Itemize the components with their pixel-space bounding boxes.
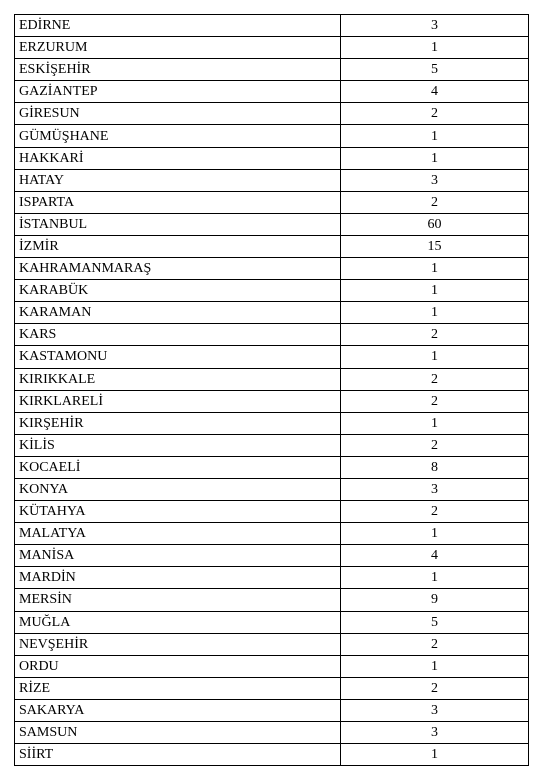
count-cell: 2 [341,191,529,213]
table-row [15,501,529,523]
province-cell: KIRŞEHİR [15,412,341,434]
table-row [15,15,529,37]
count-cell: 1 [341,37,529,59]
table-body [15,15,529,766]
table-row [15,545,529,567]
province-cell: HAKKARİ [15,147,341,169]
count-cell: 15 [341,235,529,257]
count-cell: 3 [341,15,529,37]
province-cell: MUĞLA [15,611,341,633]
province-cell: ERZURUM [15,37,341,59]
table-row [15,125,529,147]
count-cell: 1 [341,302,529,324]
count-cell: 2 [341,390,529,412]
table-row [15,412,529,434]
table-row [15,169,529,191]
province-cell: MANİSA [15,545,341,567]
province-cell: KARAMAN [15,302,341,324]
table-row [15,677,529,699]
table-row [15,523,529,545]
province-cell: KAHRAMANMARAŞ [15,258,341,280]
table-row [15,59,529,81]
province-cell: KIRKLARELİ [15,390,341,412]
table-row [15,37,529,59]
province-cell: RİZE [15,677,341,699]
count-cell: 2 [341,633,529,655]
count-cell: 4 [341,545,529,567]
table-row [15,103,529,125]
province-cell: NEVŞEHİR [15,633,341,655]
count-cell: 2 [341,501,529,523]
province-cell: GİRESUN [15,103,341,125]
province-cell: KONYA [15,478,341,500]
table-row [15,390,529,412]
count-cell: 3 [341,722,529,744]
province-cell: EDİRNE [15,15,341,37]
province-cell: ESKİŞEHİR [15,59,341,81]
count-cell: 5 [341,611,529,633]
count-cell: 1 [341,147,529,169]
province-cell: SAKARYA [15,699,341,721]
count-cell: 2 [341,103,529,125]
table-row [15,434,529,456]
province-cell: KÜTAHYA [15,501,341,523]
table-row [15,81,529,103]
count-cell: 60 [341,213,529,235]
province-cell: İSTANBUL [15,213,341,235]
count-cell: 1 [341,125,529,147]
count-cell: 2 [341,434,529,456]
table-row [15,258,529,280]
count-cell: 8 [341,456,529,478]
province-cell: İZMİR [15,235,341,257]
province-cell: KIRIKKALE [15,368,341,390]
count-cell: 3 [341,169,529,191]
count-cell: 1 [341,280,529,302]
table-row [15,699,529,721]
province-cell: SİİRT [15,744,341,766]
count-cell: 9 [341,589,529,611]
province-cell: GÜMÜŞHANE [15,125,341,147]
province-cell: ORDU [15,655,341,677]
table-row [15,744,529,766]
count-cell: 1 [341,346,529,368]
count-cell: 1 [341,655,529,677]
table-row [15,191,529,213]
count-cell: 1 [341,567,529,589]
province-cell: GAZİANTEP [15,81,341,103]
table-row [15,324,529,346]
count-cell: 4 [341,81,529,103]
count-cell: 3 [341,478,529,500]
count-cell: 1 [341,258,529,280]
count-cell: 1 [341,744,529,766]
table-row [15,567,529,589]
table-row [15,213,529,235]
province-cell: ISPARTA [15,191,341,213]
count-cell: 3 [341,699,529,721]
province-cell: KARABÜK [15,280,341,302]
count-cell: 2 [341,368,529,390]
province-cell: MARDİN [15,567,341,589]
count-cell: 2 [341,324,529,346]
table-row [15,235,529,257]
table-row [15,346,529,368]
table-row [15,611,529,633]
table-row [15,280,529,302]
table-row [15,478,529,500]
table-row [15,589,529,611]
province-cell: MERSİN [15,589,341,611]
table-row [15,633,529,655]
province-cell: KOCAELİ [15,456,341,478]
table-row [15,368,529,390]
count-cell: 1 [341,412,529,434]
province-cell: KARS [15,324,341,346]
table-row [15,456,529,478]
table-row [15,302,529,324]
count-cell: 5 [341,59,529,81]
province-cell: KASTAMONU [15,346,341,368]
province-cell: MALATYA [15,523,341,545]
province-cell: SAMSUN [15,722,341,744]
province-cell: KİLİS [15,434,341,456]
table-row [15,147,529,169]
province-table-container [14,14,528,766]
table-row [15,722,529,744]
table-row [15,655,529,677]
count-cell: 1 [341,523,529,545]
count-cell: 2 [341,677,529,699]
province-cell: HATAY [15,169,341,191]
province-count-table [14,14,529,766]
